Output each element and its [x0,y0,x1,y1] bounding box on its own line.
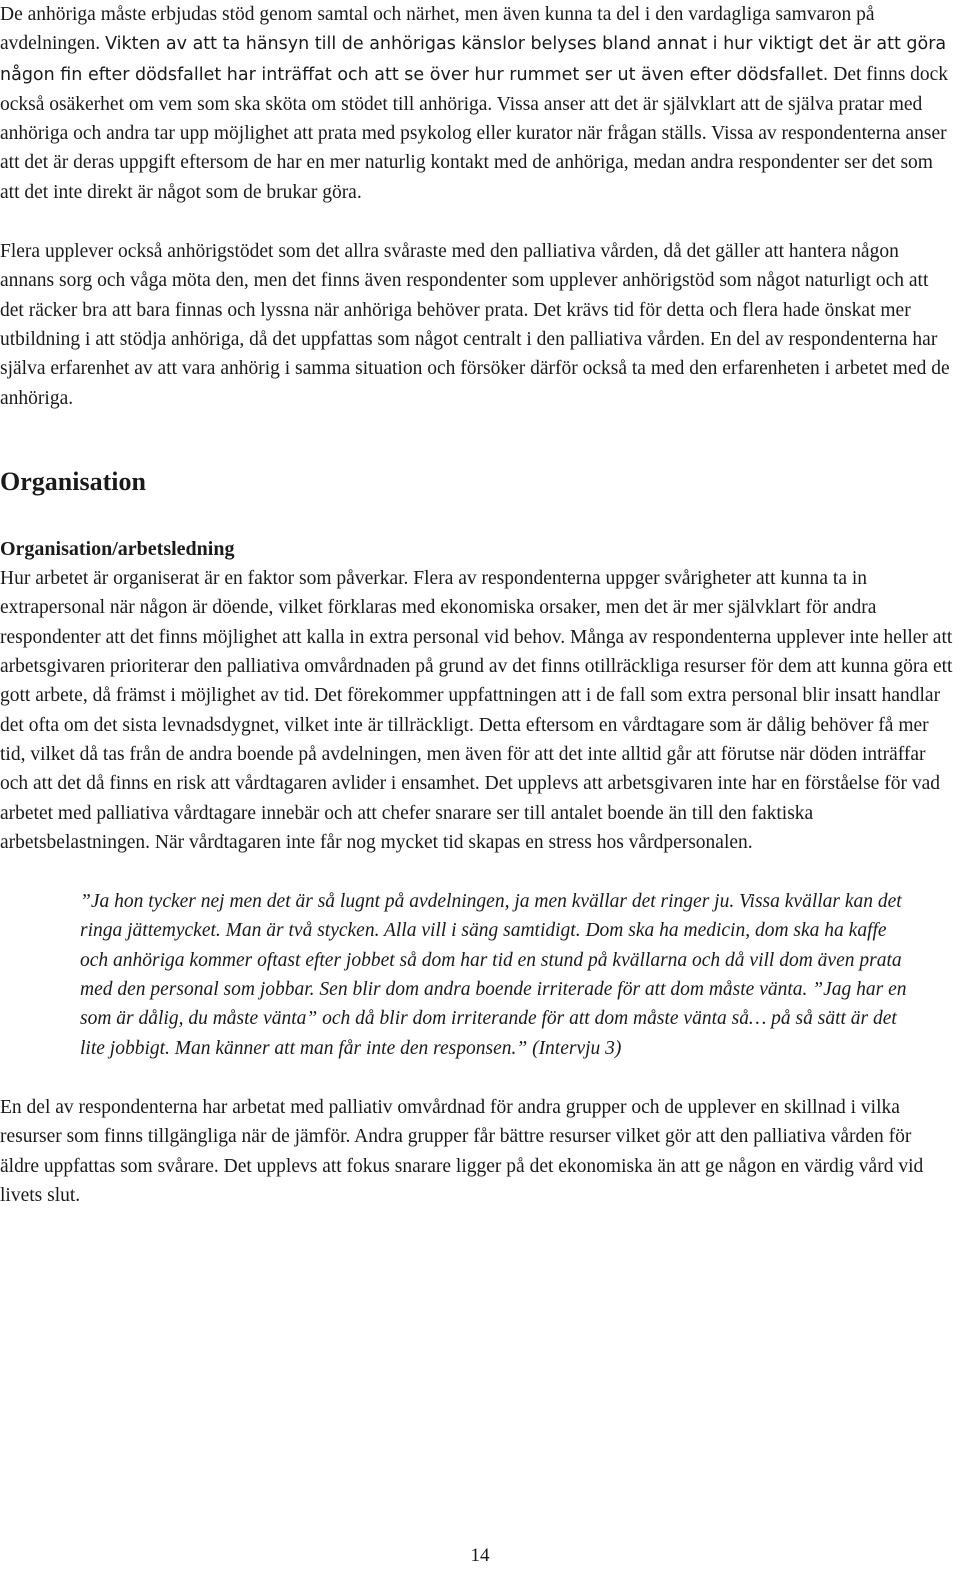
text-run: Det finns dock också osäkerhet om vem som ska sköta om stödet till anhöriga. Vissa anser att det är självklart att de själva pratar med anhöriga och andra tar upp möjlighet att prata med psykolog eller kurator när frågan ställs. Vissa av respondenterna anser att det är deras uppgift eftersom de har en mer naturlig kontakt med de anhöriga, medan andra respondenter ser det som att det inte direkt är något som de brukar göra. [0,63,949,203]
text-run-sans: Vikten av att ta hänsyn till de anhörigas känslor belyses bland annat i hur viktigt det är att göra någon fin efter dödsfallet har inträffat och att se över hur rummet ser ut även efter dödsfallet. [0,34,947,85]
interview-quote: ”Ja hon tycker nej men det är så lugnt på avdelningen, ja men kvällar det ringer ju. Vissa kvällar kan det ringa jättemycket. Man är två stycken. Alla vill i säng samtidigt. Dom ska ha medicin, dom ska ha kaffe och anhöriga kommer oftast efter jobbet så dom har tid en stund på kvällarna och då vill dom även prata med den personal som jobbar. Sen blir dom andra boende irriterade för att dom måste vänta. ”Jag har en som är dålig, du måste vänta” och då blir dom irriterande för att dom måste vänta så… på så sätt är det lite jobbigt. Man känner att man får inte den responsen.” (Intervju 3) [80,891,907,1059]
paragraph-anhorigstod-2: Flera upplever också anhörigstödet som det allra svåraste med den palliativa vården, då det gäller att hantera någon annans sorg och våga möta den, men det finns även respondenter som upplever anhörigstöd som något naturligt och att det räcker bra att bara finnas och lyssna när anhöriga behöver prata. Det krävs tid för detta och flera hade önskat mer utbildning i att stödja anhöriga, då det uppfattas som något centralt i den palliativa vården. En del av respondenterna har själva erfarenhet av att vara anhörig i samma situation och försöker därför också ta med den erfarenheten i arbetet med de anhöriga. [0,241,950,409]
paragraph-resurser: En del av respondenterna har arbetat med palliativ omvårdnad för andra grupper och de upplever en skillnad i vilka resurser som finns tillgängliga när de jämför. Andra grupper får bättre resurser vilket gör att den palliativa vården för äldre uppfattas som svårare. Det upplevs att fokus snarare ligger på det ekonomiska än att ge någon en värdig vård vid livets slut. [0,1096,924,1206]
subsection-heading: Organisation/arbetsledning [0,537,235,560]
section-heading: Organisation [0,466,146,496]
paragraph-spacer [0,207,955,237]
paragraph-organisation: Hur arbetet är organiserat är en faktor som påverkar. Flera av respondenterna uppger svårigheter att kunna ta in extrapersonal när någon är döende, vilket förklaras med ekonomiska orsaker, men det är mer självklart för andra respondenter att det finns möjlighet att kalla in extra personal vid behov. Många av respondenterna upplever inte heller att arbetsgivaren prioriterar den palliativa omvårdnaden på grund av det finns otillräckliga resurser för dem att kunna göra ett gott arbete, då främst i möjlighet av tid. Det förekommer uppfattningen att i de fall som extra personal blir insatt handlar det ofta om det sista levnadsdygnet, vilket inte är tillräckligt. Detta eftersom en vårdtagare som är dålig behöver få mer tid, vilket då tas från de andra boende på avdelningen, men även för att det inte alltid går att förutse när döden inträffar och att det då finns en risk att vårdtagaren avlider i ensamhet. Det upplevs att arbetsgivaren inte har en förståelse för vad arbetet med palliativa vårdtagare innebär och att chefer snarare ser till antalet boende än till den faktiska arbetsbelastningen. När vårdtagaren inte får nog mycket tid skapas en stress hos vårdpersonalen. [0,568,953,853]
paragraph-anhorigstod-1 [0,0,955,207]
text-run: De anhöriga måste erbjudas stöd genom samtal och närhet, men även kunna ta del i den vardagliga samvaron på avdelningen. [0,4,875,55]
page-number: 14 [470,1545,490,1566]
